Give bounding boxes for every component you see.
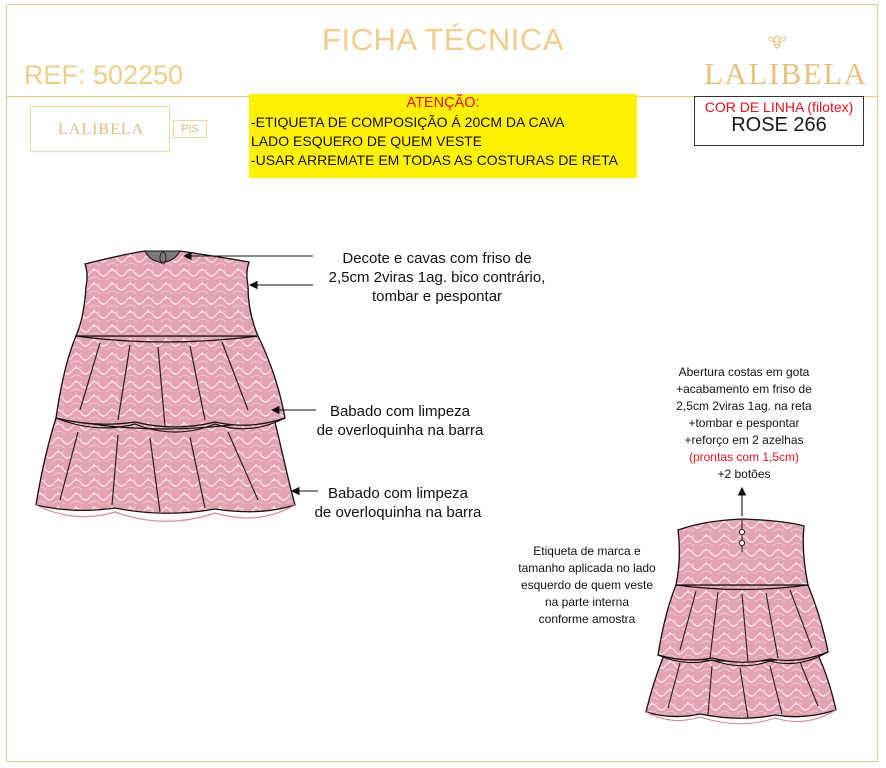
front-bottom-ruffle [36, 418, 295, 513]
note-line: +2 botões [717, 467, 771, 481]
note-line: tombar e pespontar [371, 288, 503, 305]
note-line: +reforço em 2 azelhas [684, 433, 804, 447]
back-bottom-ruffle [646, 655, 836, 718]
attention-heading: ATENÇÃO: [406, 95, 480, 111]
reference-code: REF: 502250 [24, 60, 184, 90]
front-view-drawing [36, 251, 295, 521]
brand-label-text: LALIBELA [58, 121, 145, 138]
ruffle2-note [306, 484, 490, 522]
attention-line: -ETIQUETA DE COMPOSIÇÃO Á 20CM DA CAVA [251, 114, 565, 130]
note-line: +acabamento em friso de [676, 382, 812, 396]
thread-color-value: ROSE 266 [731, 114, 827, 136]
brand-label-note [500, 543, 674, 628]
note-line: conforme amostra [538, 612, 636, 626]
note-line: Decote e cavas com friso de [342, 250, 532, 267]
front-bodice [76, 251, 258, 336]
note-line: 2,5cm 2viras 1ag. na reta [676, 399, 812, 413]
note-line-highlight: (prontas com 1,5cm) [688, 450, 800, 464]
note-line: Abertura costas em gota [678, 365, 810, 379]
note-line: Etiqueta de marca e [533, 544, 641, 558]
back-view-drawing [646, 519, 836, 724]
back-button-icon [739, 540, 744, 545]
thread-color-label: COR DE LINHA (filotex) [704, 99, 854, 115]
back-opening-note [660, 364, 828, 483]
note-line: Babado com limpeza [327, 485, 469, 502]
note-line: tamanho aplicada no lado [518, 561, 656, 575]
attention-line: -USAR ARREMATE EM TODAS AS COSTURAS DE RETA [251, 152, 618, 168]
size-label: P|S [173, 120, 207, 138]
note-line: de overloquinha na barra [314, 504, 482, 521]
neckline-note [312, 249, 562, 306]
brand-logo: LALIBELA [704, 56, 868, 91]
back-button-icon [739, 529, 744, 534]
note-line: esquerdo de quem veste [520, 578, 654, 592]
note-line: de overloquinha na barra [316, 422, 484, 439]
front-top-ruffle [56, 336, 285, 427]
note-line: Babado com limpeza [329, 403, 471, 420]
ruffle1-note [308, 402, 492, 440]
attention-line: LADO ESQUERO DE QUEM VESTE [251, 133, 483, 149]
page-title: FICHA TÉCNICA [322, 22, 564, 57]
note-line: +tombar e pespontar [688, 416, 800, 430]
note-line: na parte interna [544, 595, 630, 609]
note-line: 2,5cm 2viras 1ag. bico contrário, [328, 269, 546, 286]
